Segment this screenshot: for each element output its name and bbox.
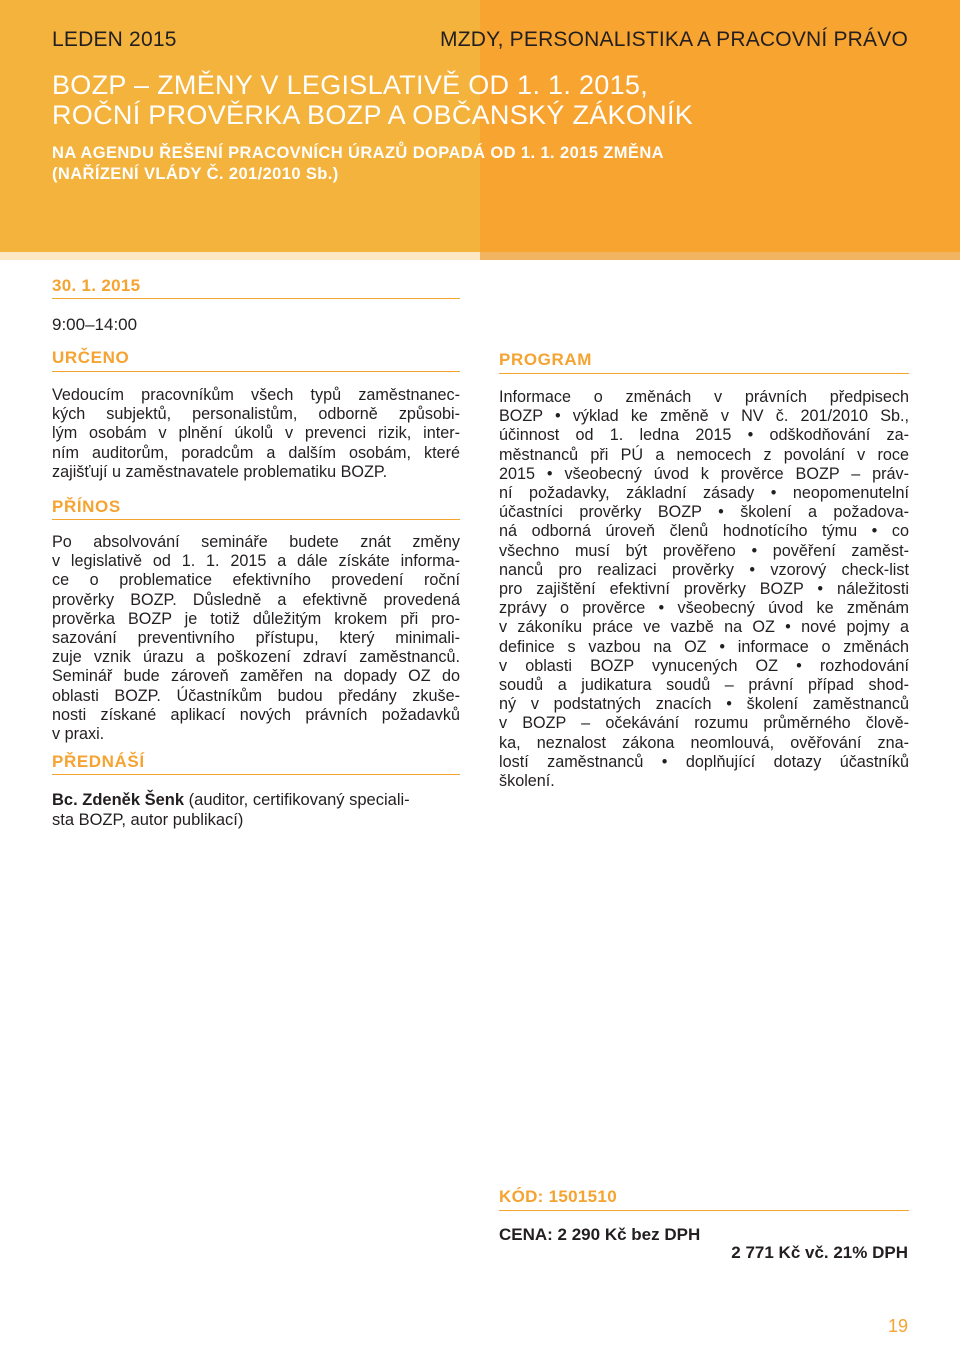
header-strip-right bbox=[480, 252, 960, 260]
urceno-text bbox=[52, 386, 460, 482]
text-line: Seminář bude zároveň zaměřen na dopady OZ do bbox=[52, 667, 460, 686]
seminar-subtitle-line: NA AGENDU ŘEŠENÍ PRACOVNÍCH ÚRAZŮ DOPADÁ OD 1. 1. 2015 ZMĚNA bbox=[52, 144, 664, 162]
section-title: MZDY, PERSONALISTIKA A PRACOVNÍ PRÁVO bbox=[440, 28, 908, 51]
page-number: 19 bbox=[887, 1316, 908, 1336]
text-line: účinnost od 1. ledna 2015 • odškodňování za- bbox=[499, 426, 909, 445]
program-text bbox=[499, 388, 909, 791]
text-line: prověrka BOZP je totiž důležitým krokem při pro- bbox=[52, 609, 460, 628]
price: CENA: 2 290 Kč bez DPH bbox=[499, 1225, 701, 1244]
text-line: ním auditorům, poradcům a dalším osobám, které bbox=[52, 443, 460, 462]
prinos-text bbox=[52, 533, 460, 744]
lecturer-text bbox=[52, 790, 460, 830]
lecturer-description-cont: sta BOZP, autor publikací) bbox=[52, 811, 244, 829]
text-line: školení. bbox=[499, 772, 555, 791]
seminar-subtitle bbox=[52, 143, 912, 185]
divider bbox=[52, 774, 460, 775]
program-heading: PROGRAM bbox=[499, 350, 592, 369]
text-line: ný v podstatných znacích • školení zaměstnanců bbox=[499, 695, 909, 714]
text-line: nanců pro realizaci prověrky • vzorový check-list bbox=[499, 560, 909, 579]
lecturer-name: Bc. Zdeněk Šenk bbox=[52, 791, 185, 809]
text-line: zajišťují u zaměstnavatele problematiku BOZP. bbox=[52, 462, 388, 481]
event-date: 30. 1. 2015 bbox=[52, 276, 141, 295]
text-line: městnanců při PÚ a nemocech z povolání v roce bbox=[499, 445, 909, 464]
text-line: Vedoucím pracovníkům všech typů zaměstnanec- bbox=[52, 386, 460, 404]
text-line: ní požadavky, základní zásady • neopomenutelní bbox=[499, 484, 909, 503]
text-line: lým osobám v plnění úkolů v prevenci rizik, inter- bbox=[52, 424, 460, 443]
text-line: v legislativě od 1. 1. 2015 a dále získáte informa- bbox=[52, 552, 460, 571]
divider bbox=[52, 519, 460, 520]
text-line: kých subjektů, personalistům, odborně způsobi- bbox=[52, 405, 460, 424]
text-line: zprávy o prověrce • všeobecný úvod ke změnám bbox=[499, 599, 909, 618]
text-line: 2015 • všeobecný úvod k prověrce BOZP – práv- bbox=[499, 464, 909, 483]
text-line: nosti získané aplikací nových právních požadavků bbox=[52, 705, 460, 724]
divider bbox=[52, 298, 460, 299]
text-line: prověrky BOZP. Důsledně a efektivně provedená bbox=[52, 590, 460, 609]
divider bbox=[52, 371, 460, 372]
course-code: KÓD: 1501510 bbox=[499, 1187, 617, 1206]
text-line: ka, neznalost zákona neomlouvá, ověřování zna- bbox=[499, 733, 909, 752]
text-line: v zákoníku práce ve vazbě na OZ • nové pojmy a bbox=[499, 618, 909, 637]
divider bbox=[499, 373, 909, 374]
issue-date: LEDEN 2015 bbox=[52, 28, 177, 51]
prinos-heading: PŘÍNOS bbox=[52, 497, 121, 516]
text-line: všechno musí být prověřeno • pověření zaměst- bbox=[499, 541, 909, 560]
text-line: účastníci prověrky BOZP • školení a požadova- bbox=[499, 503, 909, 522]
seminar-subtitle-line: (NAŘÍZENÍ VLÁDY Č. 201/2010 Sb.) bbox=[52, 165, 339, 183]
seminar-title-line: ROČNÍ PROVĚRKA BOZP A OBČANSKÝ ZÁKONÍK bbox=[52, 100, 694, 130]
lecturer-description: (auditor, certifikovaný speciali- bbox=[184, 791, 410, 809]
text-line: Po absolvování semináře budete znát změny bbox=[52, 533, 460, 551]
prednasi-heading: PŘEDNÁŠÍ bbox=[52, 752, 145, 771]
text-line: lostí zaměstnanců • doplňující dotazy účastníků bbox=[499, 752, 909, 771]
price-with-vat: 2 771 Kč vč. 21% DPH bbox=[731, 1243, 908, 1262]
text-line: definice s vazbou na OZ • informace o změnách bbox=[499, 637, 909, 656]
text-line: ce o problematice efektivního provedení roční bbox=[52, 571, 460, 590]
text-line: ná odborná úroveň členů hodnotícího týmu • co bbox=[499, 522, 909, 541]
text-line: zuje vznik úrazu a poškození zdraví zaměstnanců. bbox=[52, 648, 460, 667]
text-line: Informace o změnách v právních předpisech bbox=[499, 388, 909, 406]
seminar-title-line: BOZP – ZMĚNY V LEGISLATIVĚ OD 1. 1. 2015, bbox=[52, 70, 649, 100]
text-line: v praxi. bbox=[52, 725, 105, 744]
text-line: v oblasti BOZP vynucených OZ • rozhodování bbox=[499, 656, 909, 675]
text-line: v BOZP – očekávání rozumu průměrného člově- bbox=[499, 714, 909, 733]
header-strip-left bbox=[0, 252, 480, 260]
text-line: pro zajištění efektivní prověrky BOZP • náležitosti bbox=[499, 580, 909, 599]
seminar-title bbox=[52, 70, 912, 130]
divider bbox=[499, 1210, 909, 1211]
text-line: sazování preventivního přístupu, který minimali- bbox=[52, 629, 460, 648]
event-time: 9:00–14:00 bbox=[52, 315, 138, 334]
text-line: soudů a judikatura soudů – právní případ shod- bbox=[499, 676, 909, 695]
text-line: oblasti BOZP. Účastníkům budou předány zkuše- bbox=[52, 686, 460, 705]
text-line: BOZP • výklad ke změně v NV č. 201/2010 Sb., bbox=[499, 407, 909, 426]
urceno-heading: URČENO bbox=[52, 348, 130, 367]
